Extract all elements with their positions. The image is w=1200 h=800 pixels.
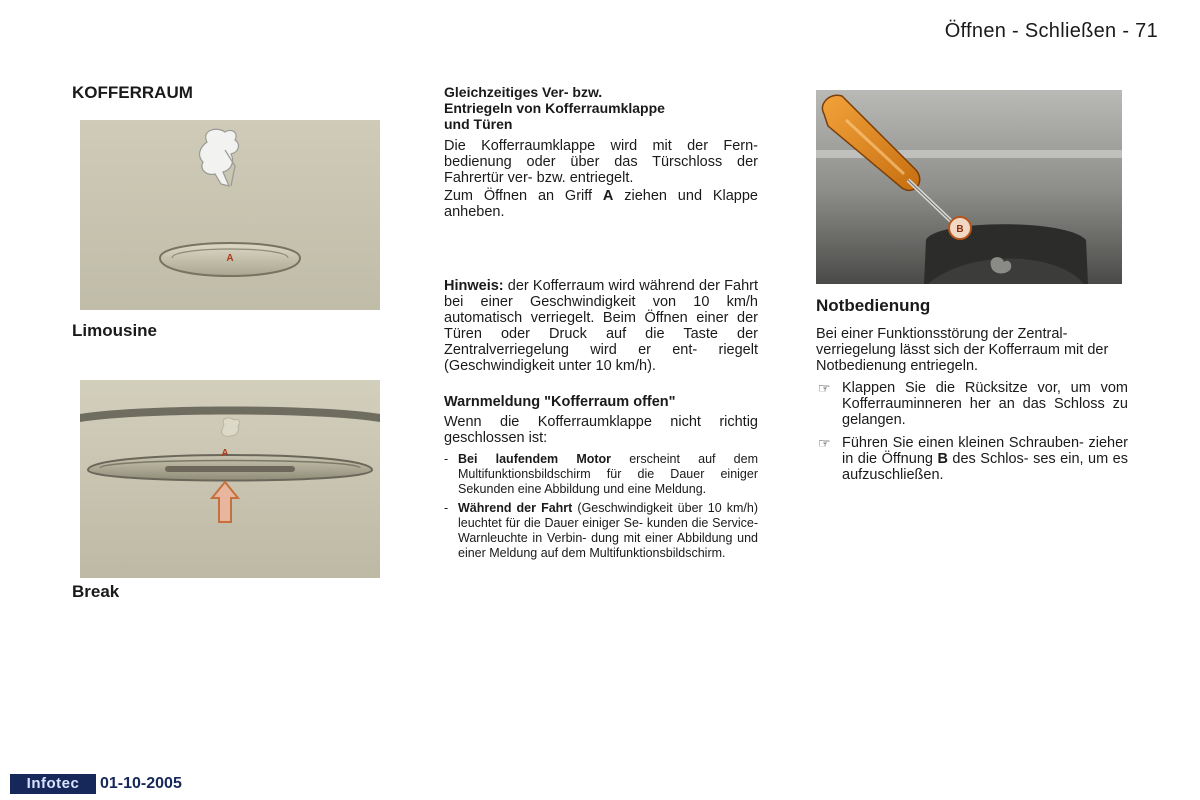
paragraph-fernbedienung: Die Kofferraumklappe wird mit der Fern- bedienung oder über das Türschloss der Fahrertür ver- bzw. entriegelt. xyxy=(444,138,758,186)
section-heading-kofferraum: KOFFERRAUM xyxy=(72,83,193,102)
paragraph-warn-intro: Wenn die Kofferraumklappe nicht richtig geschlossen ist: xyxy=(444,414,758,446)
middle-column xyxy=(444,84,758,565)
section-title-warnmeldung: Warnmeldung "Kofferraum offen" xyxy=(444,394,676,410)
list-item: ☞ Klappen Sie die Rücksitze vor, um vom Kofferrauminneren her an das Schloss zu gelangen. xyxy=(818,380,1128,428)
page-header: Öffnen - Schließen - 71 xyxy=(944,20,1158,42)
screwdriver-lock-illustration xyxy=(816,90,1122,284)
notbedienung-steps xyxy=(816,380,1128,483)
lock-photo-notbedienung xyxy=(816,90,1122,284)
paragraph-notbedienung-intro: Bei einer Funktionsstörung der Zentral- verriegelung lässt sich der Kofferraum mit der Notbedienung entriegeln. xyxy=(816,326,1109,374)
section-title-entriegeln: Gleichzeitiges Ver- bzw. Entriegeln von Kofferraumklappe und Türen xyxy=(444,84,665,132)
trunk-photo-break xyxy=(80,380,380,578)
caption-limousine: Limousine xyxy=(72,321,158,340)
label-a-marker: A xyxy=(221,448,229,459)
section-heading-notbedienung: Notbedienung xyxy=(816,296,931,315)
warn-list xyxy=(444,452,758,561)
pointing-hand-icon: ☞ xyxy=(818,380,831,396)
trunk-break-illustration xyxy=(80,380,380,578)
right-column-text xyxy=(816,296,1128,490)
caption-break: Break xyxy=(72,582,120,601)
list-item: - Bei laufendem Motor erscheint auf dem Multifunktionsbildschirm für die Dauer einiger Sekunden eine Abbildung und eine Meldung. xyxy=(444,452,758,496)
pointing-hand-icon: ☞ xyxy=(818,435,831,451)
label-b-marker: B xyxy=(956,224,964,235)
list-item: - Während der Fahrt (Geschwindigkeit über 10 km/h) leuchtet für die Dauer einiger Se- kunden die Service-Warnleuchte in Verbin- dung mit einer Abbildung und einer Meldung auf dem Multifunktionsbildschirm. xyxy=(444,501,759,560)
note-label: Hinweis: xyxy=(444,278,504,294)
footer-date: 01-10-2005 xyxy=(100,775,182,792)
paragraph-oeffnen: Zum Öffnen an Griff A ziehen und Klappe anheben. xyxy=(444,188,758,220)
infotec-logo: Infotec xyxy=(10,774,96,794)
label-a-marker: A xyxy=(226,253,234,264)
trunk-photo-limousine xyxy=(80,120,380,310)
trunk-handle xyxy=(88,455,372,481)
trunk-limousine-illustration xyxy=(80,120,380,310)
note-hinweis: Hinweis: der Kofferraum wird während der Fahrt bei einer Geschwindigkeit von 10 km/h automatisch verriegelt. Beim Öffnen einer der Türen oder Druck auf die Taste der Zentralverriegelung wird er ent- riegelt (Geschwindigkeit unter 10 km/h). xyxy=(444,278,758,374)
list-item: ☞ Führen Sie einen kleinen Schrauben- zieher in die Öffnung B des Schlos- ses ein, um es aufzuschließen. xyxy=(818,435,1128,483)
